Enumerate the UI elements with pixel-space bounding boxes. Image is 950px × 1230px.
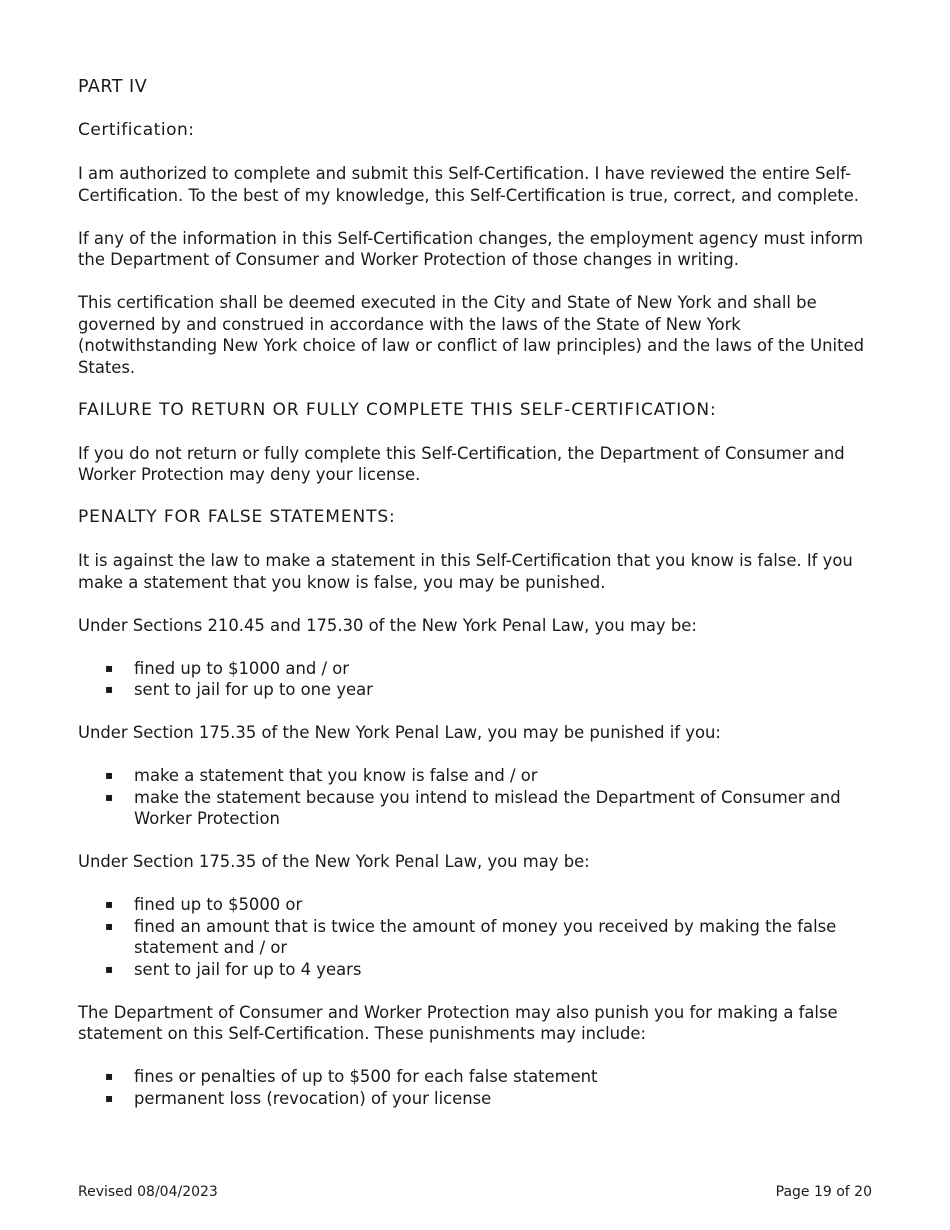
penalty-list-2: [78, 765, 878, 830]
certification-paragraph-1: I am authorized to complete and submit this Self-Certification. I have reviewed the entire Self-Certification. To the best of my knowledge, this Self-Certification is true, correct, and complete.: [78, 164, 860, 205]
failure-heading: FAILURE TO RETURN OR FULLY COMPLETE THIS SELF-CERTIFICATION:: [78, 399, 717, 420]
bullet-icon: ▪: [105, 789, 114, 804]
list-item-text: make the statement because you intend to mislead the Department of Consumer and Worker Protection: [134, 787, 841, 828]
penalty-list-1: [78, 658, 878, 701]
page-number: Page 19 of 20: [775, 1184, 872, 1200]
list-item-text: sent to jail for up to 4 years: [134, 959, 362, 979]
penalty-heading: PENALTY FOR FALSE STATEMENTS:: [78, 507, 396, 527]
failure-paragraph: If you do not return or fully complete this Self-Certification, the Department of Consumer and Worker Protection may deny your license.: [78, 443, 845, 484]
list-item: [78, 959, 878, 981]
bullet-icon: ▪: [105, 1090, 114, 1105]
list-item-text: fined an amount that is twice the amount of money you received by making the false statement and / or: [134, 916, 837, 957]
section-intro-1: Under Sections 210.45 and 175.30 of the New York Penal Law, you may be:: [78, 615, 697, 635]
revised-date: Revised 08/04/2023: [78, 1184, 218, 1200]
penalty-list-4: [78, 1066, 878, 1109]
list-item-text: permanent loss (revocation) of your license: [134, 1088, 492, 1108]
bullet-icon: ▪: [105, 1069, 114, 1083]
bullet-icon: ▪: [105, 768, 114, 782]
penalty-list-3: [78, 894, 878, 980]
certification-paragraph-3: This certification shall be deemed executed in the City and State of New York and shall be governed by and construed in accordance with the laws of the State of New York (notwithstanding New York choice of law or conflict of law principles) and the laws of the United States.: [78, 293, 865, 377]
section-intro-2: Under Section 175.35 of the New York Penal Law, you may be punished if you:: [78, 723, 721, 742]
list-item: [78, 916, 878, 959]
certification-heading: Certification:: [78, 120, 195, 140]
bullet-icon: ▪: [105, 897, 114, 911]
list-item: [78, 894, 878, 916]
bullet-icon: ▪: [105, 961, 114, 976]
penalty-paragraph: It is against the law to make a statement in this Self-Certification that you know is false. If you make a statement that you know is false, you may be punished.: [78, 551, 853, 592]
document-page: [78, 77, 878, 1131]
bullet-icon: ▪: [105, 918, 114, 933]
list-item: [78, 679, 878, 701]
list-item-text: fined up to $1000 and / or: [134, 658, 349, 678]
part-heading: PART IV: [78, 77, 148, 97]
list-item: [78, 1066, 878, 1088]
list-item-text: fines or penalties of up to $500 for each false statement: [134, 1067, 598, 1086]
list-item-text: sent to jail for up to one year: [134, 680, 373, 699]
list-item: [78, 787, 878, 830]
list-item: [78, 1088, 878, 1110]
section-intro-4: The Department of Consumer and Worker Protection may also punish you for making a false statement on this Self-Certification. These punishments may include:: [78, 1002, 838, 1043]
list-item: [78, 658, 878, 680]
list-item-text: make a statement that you know is false and / or: [134, 766, 538, 785]
section-intro-3: Under Section 175.35 of the New York Penal Law, you may be:: [78, 852, 590, 871]
certification-paragraph-2: If any of the information in this Self-Certification changes, the employment agency must inform the Department of Consumer and Worker Protection of those changes in writing.: [78, 228, 864, 269]
list-item: [78, 765, 878, 787]
bullet-icon: ▪: [105, 660, 114, 675]
bullet-icon: ▪: [105, 682, 114, 696]
page-footer: [78, 1183, 872, 1201]
list-item-text: fined up to $5000 or: [134, 895, 303, 914]
